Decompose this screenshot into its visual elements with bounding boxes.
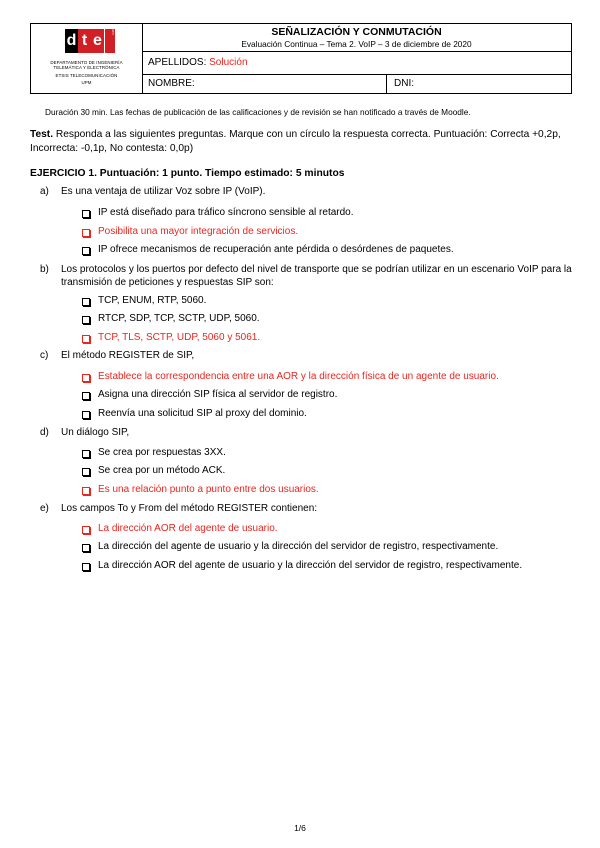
question-letter: b)	[40, 264, 49, 275]
checkbox-icon[interactable]	[82, 411, 90, 419]
dept-line: ETSIS TELECOMUNICACIÓN	[55, 72, 118, 78]
checkbox-icon[interactable]	[82, 468, 90, 476]
checkbox-icon[interactable]	[82, 374, 90, 382]
test-instructions	[30, 128, 575, 155]
exercise-title: EJERCICIO 1. Puntuación: 1 punto. Tiempo estimado: 5 minutos	[30, 168, 345, 179]
dept-line: UPM	[81, 80, 92, 86]
question-text: Los protocolos y los puertos por defecto del nivel de transporte que se podrían utilizar en un escenario VoIP para la transmisión de peticiones y respuestas SIP son:	[61, 264, 572, 288]
question-text: El método REGISTER de SIP,	[61, 350, 195, 361]
logo-side-label: UPV	[105, 29, 115, 53]
dept-line: DEPARTAMENTO DE INGENIERÍA	[50, 60, 123, 65]
question-letter: c)	[40, 350, 49, 361]
duration-note: Duración 30 min. Las fechas de publicación de las calificaciones y de revisión se han notificado a través de Moodle.	[45, 107, 471, 117]
course-title: SEÑALIZACIÓN Y CONMUTACIÓN	[271, 26, 442, 38]
apellidos-field	[142, 52, 571, 75]
checkbox-icon[interactable]	[82, 316, 90, 324]
logo-letter-t: t	[78, 29, 91, 53]
page-number: 1/6	[294, 823, 306, 833]
header-table	[30, 23, 572, 94]
checkbox-icon[interactable]	[82, 298, 90, 306]
question-letter: a)	[40, 186, 49, 197]
apellidos-label: APELLIDOS:	[148, 57, 207, 68]
checkbox-icon[interactable]	[82, 526, 90, 534]
cell-divider	[386, 75, 387, 93]
checkbox-icon[interactable]	[82, 487, 90, 495]
checkbox-icon[interactable]	[82, 335, 90, 343]
nombre-label: NOMBRE:	[148, 78, 195, 89]
dni-label: DNI:	[394, 78, 414, 89]
checkbox-icon[interactable]	[82, 450, 90, 458]
test-instructions-text: Responda a las siguientes preguntas. Marque con un círculo la respuesta correcta. Puntuación: Correcta +0,2p, Incorrecta: -0,1p, No contesta: 0,0p)	[30, 129, 561, 154]
logo-letter-e: e	[91, 29, 104, 53]
checkbox-icon[interactable]	[82, 247, 90, 255]
department-name	[33, 60, 140, 86]
nombre-dni-row	[142, 75, 571, 93]
logo-cell	[31, 24, 143, 93]
checkbox-icon[interactable]	[82, 210, 90, 218]
question-letter: d)	[40, 427, 49, 438]
test-label: Test.	[30, 129, 54, 140]
question-text: Los campos To y From del método REGISTER contienen:	[61, 503, 318, 514]
checkbox-icon[interactable]	[82, 229, 90, 237]
checkbox-icon[interactable]	[82, 544, 90, 552]
checkbox-icon[interactable]	[82, 563, 90, 571]
question-text: Es una ventaja de utilizar Voz sobre IP (VoIP).	[61, 186, 266, 197]
title-cell	[142, 24, 571, 52]
dte-logo	[65, 29, 115, 53]
checkbox-icon[interactable]	[82, 392, 90, 400]
logo-letter-d: d	[65, 29, 78, 53]
dept-line: TELEMÁTICA Y ELECTRÓNICA	[53, 65, 120, 71]
apellidos-value: Solución	[209, 57, 248, 68]
question-text: Un diálogo SIP,	[61, 427, 130, 438]
exam-subtitle: Evaluación Continua – Tema 2. VoIP – 3 de diciembre de 2020	[241, 39, 472, 49]
question-letter: e)	[40, 503, 49, 514]
